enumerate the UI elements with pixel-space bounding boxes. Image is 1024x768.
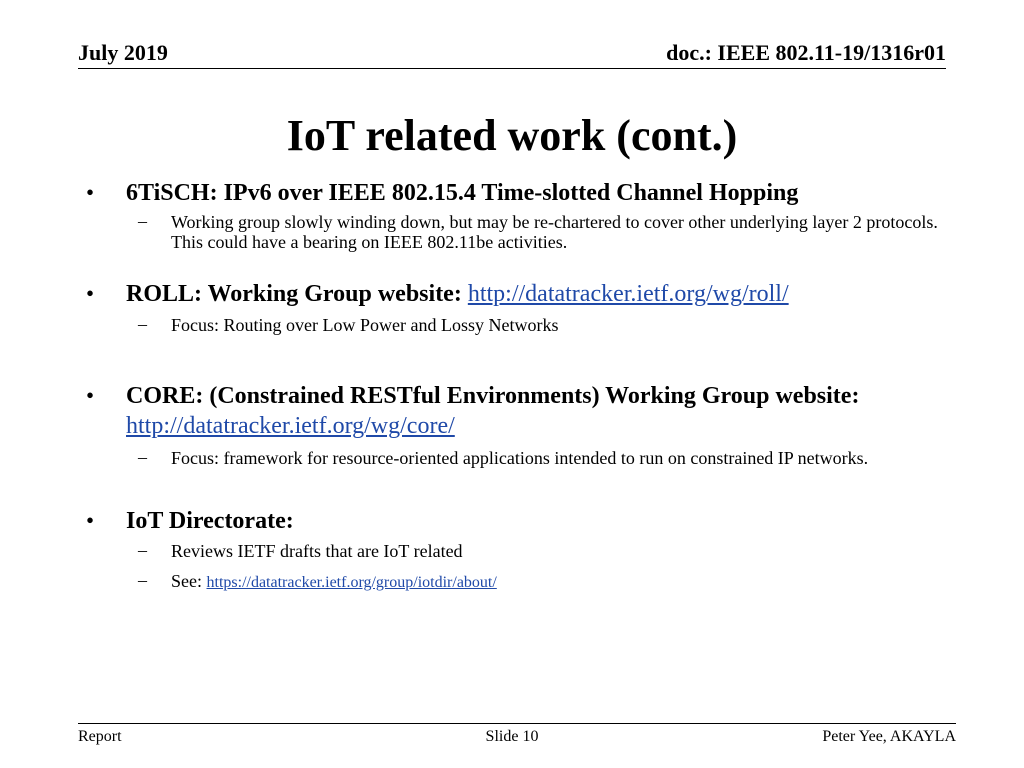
sub-dash: – [138, 570, 147, 590]
bullet-iot-directorate: IoT Directorate: [126, 508, 294, 534]
header-doc-id: doc.: IEEE 802.11-19/1316r01 [666, 40, 946, 65]
sub-roll-focus: Focus: Routing over Low Power and Lossy Networks [171, 315, 559, 335]
slide-title: IoT related work (cont.) [286, 111, 738, 160]
sub-dash: – [138, 447, 147, 467]
iotdir-link[interactable]: https://datatracker.ietf.org/group/iotdir/about/ [206, 574, 497, 591]
sub-core-focus: Focus: framework for resource-oriented applications intended to run on constrained IP networks. [171, 448, 869, 468]
footer-rule [78, 723, 956, 724]
footer-author: Peter Yee, AKAYLA [822, 728, 956, 745]
core-link[interactable]: http://datatracker.ietf.org/wg/core/ [126, 413, 455, 439]
bullet-roll [126, 281, 789, 308]
bullet-roll-label: ROLL: Working Group website: [126, 281, 468, 307]
sub-dash: – [138, 314, 147, 334]
bullet-6tisch: 6TiSCH: IPv6 over IEEE 802.15.4 Time-slotted Channel Hopping [126, 180, 799, 206]
bullet-marker: • [86, 281, 95, 306]
sub-dash: – [138, 211, 147, 231]
bullet-marker: • [86, 180, 95, 205]
sub-iotdir-see [171, 571, 497, 593]
bullet-marker: • [86, 508, 95, 533]
bullet-core: CORE: (Constrained RESTful Environments) Working Group website: [126, 383, 860, 409]
see-label: See: [171, 571, 207, 591]
header-rule [78, 68, 946, 69]
footer-slide-number: Slide 10 [485, 728, 539, 745]
footer-report: Report [78, 728, 122, 745]
sub-6tisch-note: Working group slowly winding down, but may be re-chartered to cover other underlying layer 2 protocols. This could have a bearing on IEEE 802.11be activities. [171, 212, 938, 252]
roll-link[interactable]: http://datatracker.ietf.org/wg/roll/ [467, 281, 789, 307]
header-date: July 2019 [78, 40, 168, 65]
sub-dash: – [138, 540, 147, 560]
bullet-marker: • [86, 383, 95, 408]
sub-iotdir-reviews: Reviews IETF drafts that are IoT related [171, 541, 463, 561]
